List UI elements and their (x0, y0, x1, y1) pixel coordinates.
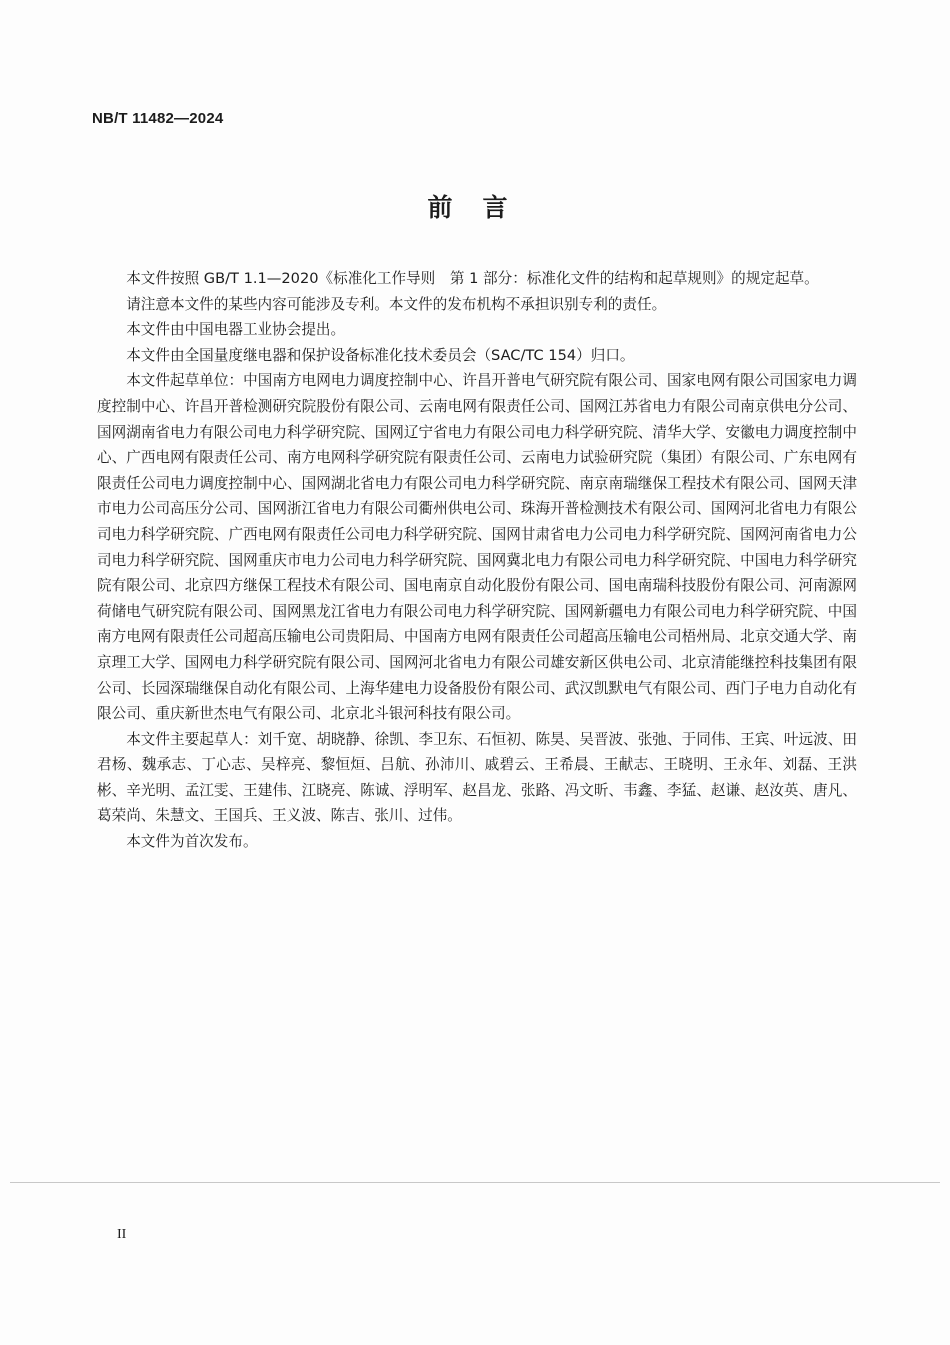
foreword-body (97, 266, 857, 855)
paragraph-first-release: 本文件为首次发布。 (126, 833, 258, 851)
paragraph-drafting-units: 本文件起草单位：中国南方电网电力调度控制中心、许昌开普电气研究院有限公司、国家电网有限公司国家电力调度控制中心、许昌开普检测研究院股份有限公司、云南电网有限责任公司、国网江苏省电力有限公司南京供电分公司、国网湖南省电力有限公司电力科学研究院、国网辽宁省电力有限公司电力科学研究院、清华大学、安徽电力调度控制中心、广西电网有限责任公司、南方电网科学研究院有限责任公司、云南电力试验研究院（集团）有限公司、广东电网有限责任公司电力调度控制中心、国网湖北省电力有限公司电力科学研究院、南京南瑞继保工程技术有限公司、国网天津市电力公司高压分公司、国网浙江省电力有限公司衢州供电公司、珠海开普检测技术有限公司、国网河北省电力有限公司电力科学研究院、广西电网有限责任公司电力科学研究院、国网甘肃省电力公司电力科学研究院、国网河南省电力公司电力科学研究院、国网重庆市电力公司电力科学研究院、国网冀北电力有限公司电力科学研究院、中国电力科学研究院有限公司、北京四方继保工程技术有限公司、国电南京自动化股份有限公司、国电南瑞科技股份有限公司、河南源网荷储电气研究院有限公司、国网黑龙江省电力有限公司电力科学研究院、国网新疆电力有限公司电力科学研究院、中国南方电网有限责任公司超高压输电公司贵阳局、中国南方电网有限责任公司超高压输电公司梧州局、北京交通大学、南京理工大学、国网电力科学研究院有限公司、国网河北省电力有限公司雄安新区供电公司、北京清能继控科技集团有限公司、长园深瑞继保自动化有限公司、上海华建电力设备股份有限公司、武汉凯默电气有限公司、西门子电力自动化有限公司、重庆新世杰电气有限公司、北京北斗银河科技有限公司。 (97, 372, 857, 723)
standard-code: NB/T 11482—2024 (92, 110, 224, 127)
page-number: II (117, 1227, 127, 1242)
page-title: 前言 (427, 193, 538, 222)
paragraph-committee: 本文件由全国量度继电器和保护设备标准化技术委员会（SAC/TC 154）归口。 (126, 346, 635, 364)
footer-divider (10, 1182, 940, 1183)
paragraph-drafters: 本文件主要起草人：刘千宽、胡晓静、徐凯、李卫东、石恒初、陈昊、吴晋波、张弛、于同伟、王宾、叶远波、田君杨、魏承志、丁心志、吴梓亮、黎恒烜、吕航、孙沛川、戚碧云、王希晨、王献志、王晓明、王永年、刘磊、王洪彬、辛光明、孟江雯、王建伟、江晓亮、陈诚、浮明军、赵昌龙、张路、冯文昕、韦鑫、李猛、赵谦、赵汝英、唐凡、葛荣尚、朱慧文、王国兵、王义波、陈吉、张川、过伟。 (97, 730, 857, 825)
paragraph-drafting-rules: 本文件按照 GB/T 1.1—2020《标准化工作导则 第 1 部分：标准化文件的结构和起草规则》的规定起草。 (126, 270, 819, 287)
paragraph-patent-notice: 请注意本文件的某些内容可能涉及专利。本文件的发布机构不承担识别专利的责任。 (126, 295, 667, 313)
paragraph-proposer: 本文件由中国电器工业协会提出。 (126, 321, 346, 339)
